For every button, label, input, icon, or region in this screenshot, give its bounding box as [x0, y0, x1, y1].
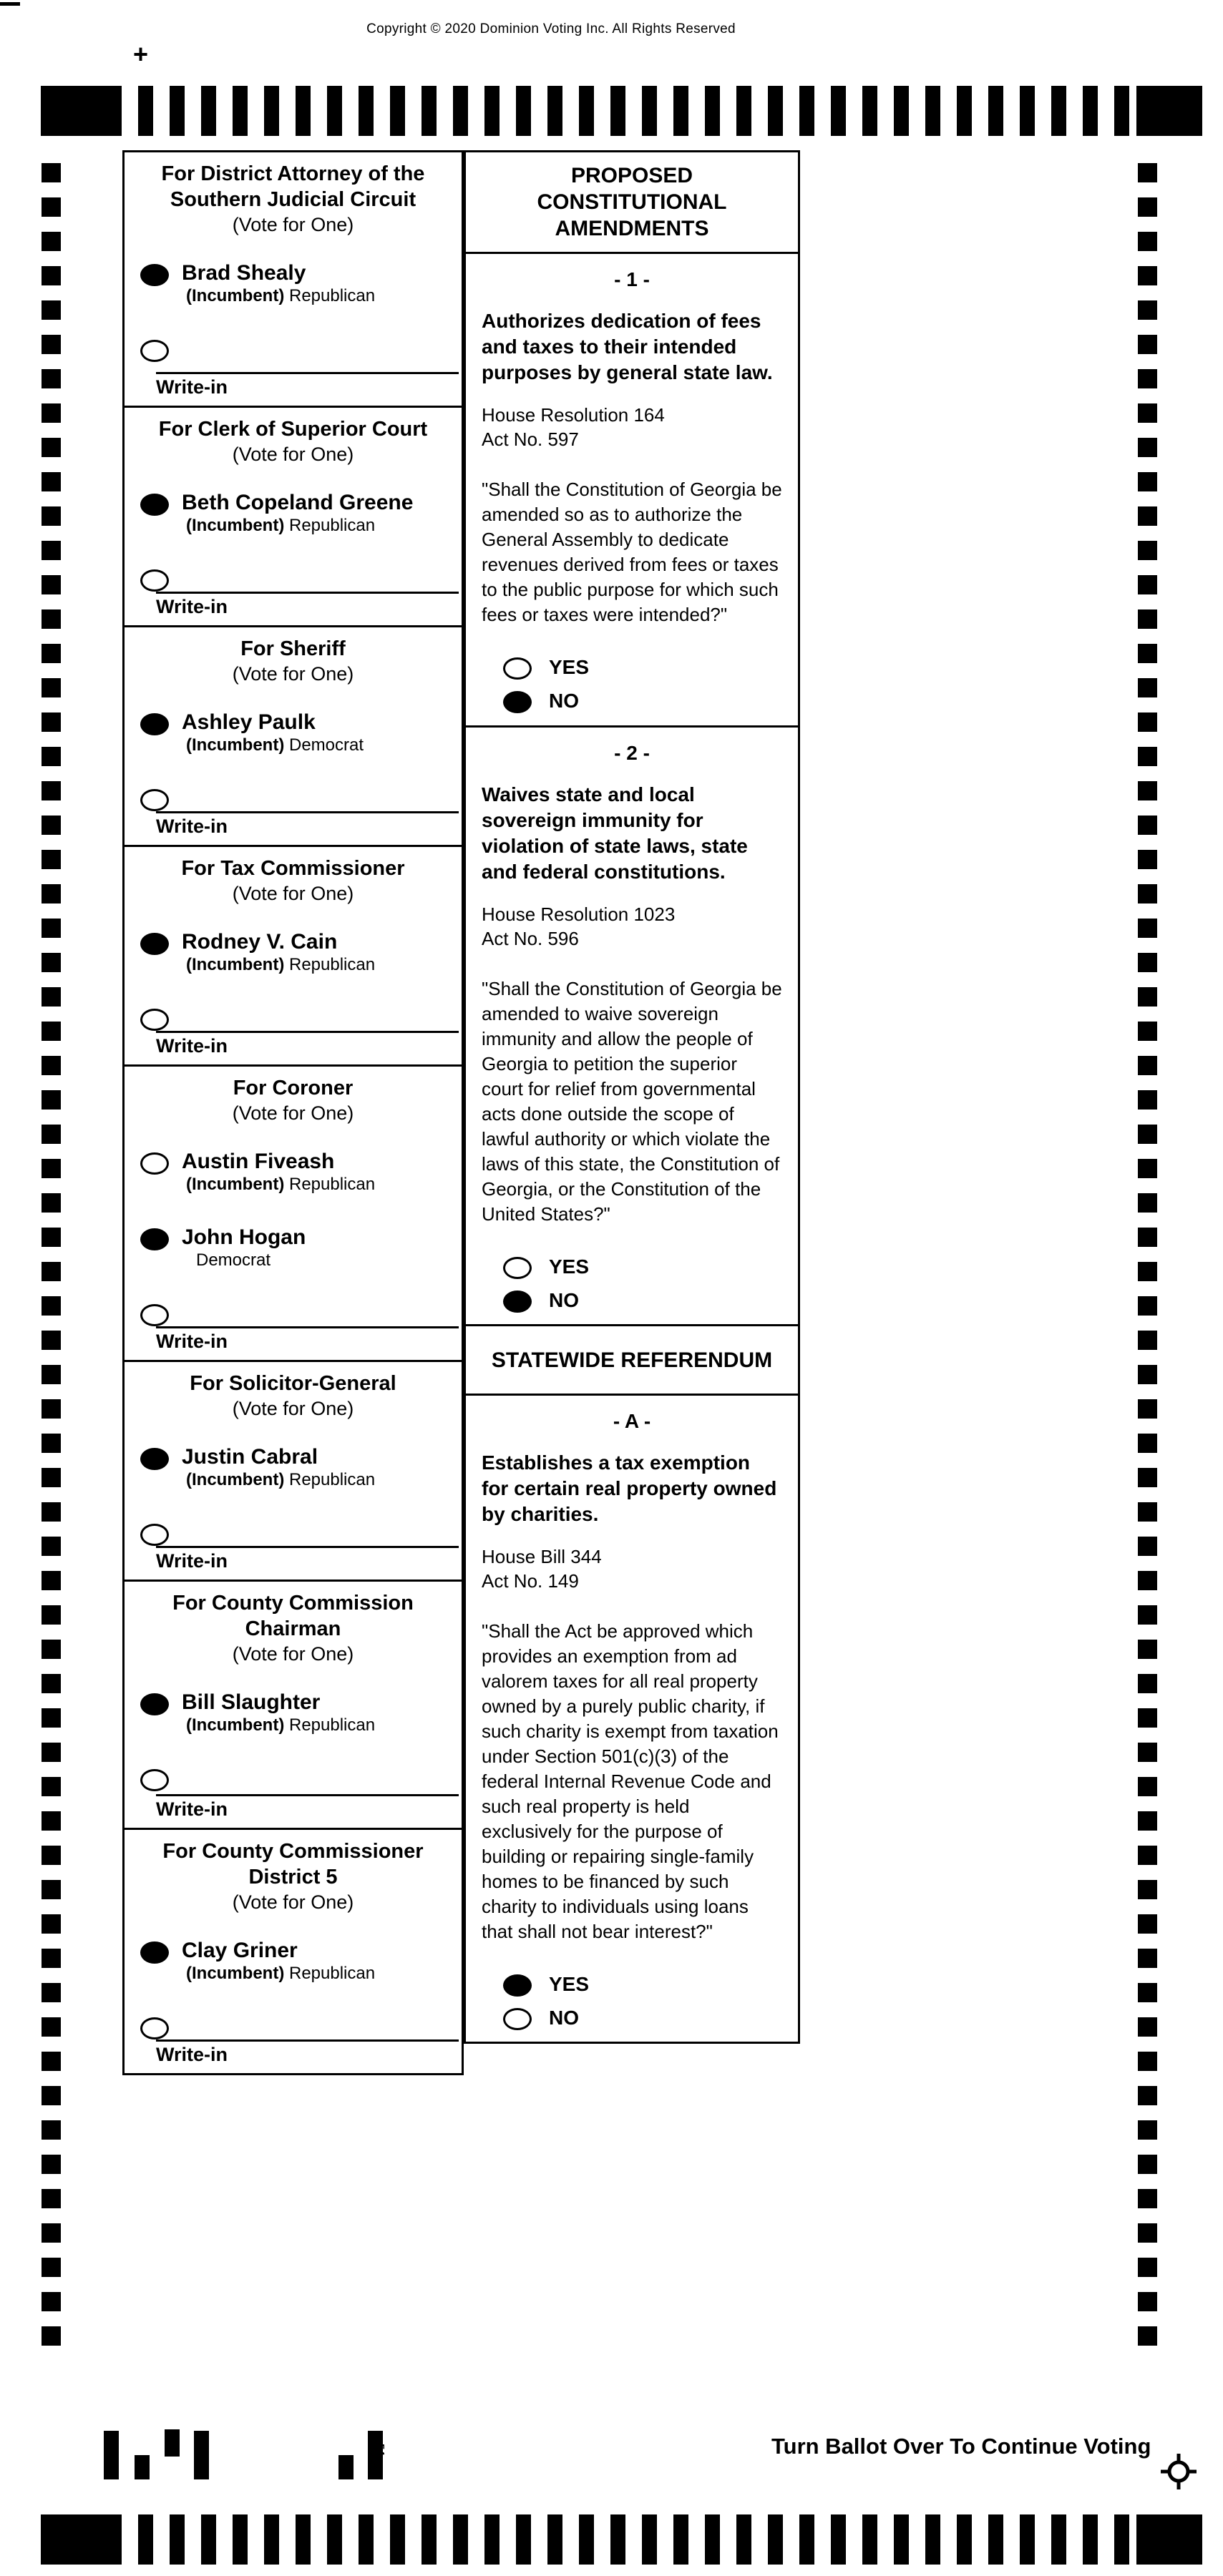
- timing-block-top-right: [1136, 86, 1202, 136]
- contest-title: For Solicitor-General: [190, 1372, 396, 1395]
- contest-title: For District Attorney of the Southern Judicial Circuit: [161, 162, 425, 211]
- copyright-text: Copyright © 2020 Dominion Voting Inc. All Rights Reserved: [366, 21, 736, 36]
- measure-authority-1: House Resolution 1023: [482, 903, 676, 925]
- candidate-party: Republican: [289, 955, 376, 974]
- candidate-party: Republican: [289, 286, 376, 305]
- vote-bubble[interactable]: [140, 933, 169, 955]
- vote-for-one-label: (Vote for One): [232, 1891, 354, 1913]
- candidate-name: Austin Fiveash: [182, 1150, 335, 1173]
- write-in-line: [156, 1326, 459, 1328]
- write-in-bubble[interactable]: [140, 2017, 169, 2039]
- write-in-label: Write-in: [156, 1798, 228, 1820]
- candidate-name: Clay Griner: [182, 1939, 298, 1962]
- contest-clerk-superior-court: [122, 406, 464, 627]
- write-in-label: Write-in: [156, 816, 228, 837]
- candidate-option: [125, 1690, 462, 1736]
- write-in-line: [156, 1546, 459, 1548]
- referendum-a: [464, 1394, 800, 2044]
- no-bubble[interactable]: [503, 1291, 532, 1313]
- candidate-qualifier: (Incumbent): [186, 735, 285, 755]
- write-in-label: Write-in: [156, 1331, 228, 1352]
- timing-marks-left: [42, 163, 61, 2361]
- contest-solicitor-general: [122, 1360, 464, 1582]
- write-in-bubble[interactable]: [140, 1769, 169, 1791]
- write-in-area[interactable]: [125, 1546, 462, 1580]
- measure-authority-2: Act No. 149: [482, 1570, 579, 1592]
- contest-title: For County Commissioner District 5: [162, 1840, 424, 1889]
- vote-bubble[interactable]: [140, 1693, 169, 1715]
- vote-bubble[interactable]: [140, 264, 169, 286]
- measure-number: - A -: [613, 1410, 651, 1432]
- vote-for-one-label: (Vote for One): [232, 883, 354, 904]
- write-in-label: Write-in: [156, 2044, 228, 2065]
- yes-label: YES: [549, 1972, 590, 1995]
- write-in-line: [156, 1031, 459, 1033]
- write-in-line: [156, 372, 459, 374]
- vote-for-one-label: (Vote for One): [232, 1398, 354, 1419]
- contest-district-attorney: [122, 150, 464, 408]
- candidate-party: Republican: [289, 516, 376, 535]
- write-in-option: [125, 1766, 462, 1791]
- candidate-option: [125, 710, 462, 756]
- no-label: NO: [549, 2006, 579, 2029]
- yes-bubble[interactable]: [503, 657, 532, 680]
- candidate-qualifier: (Incumbent): [186, 1715, 285, 1735]
- candidate-option: [125, 1225, 462, 1271]
- no-label: NO: [549, 689, 579, 712]
- yes-option: [503, 655, 782, 680]
- write-in-area[interactable]: [125, 592, 462, 625]
- crosshair-icon: [1159, 2452, 1198, 2494]
- candidate-name: Ashley Paulk: [182, 710, 316, 734]
- timing-block-top-left: [41, 86, 122, 136]
- barcode-bar: [165, 2429, 180, 2457]
- candidate-party: Republican: [289, 1715, 376, 1735]
- contest-county-commission-chairman: [122, 1580, 464, 1830]
- candidate-party: Democrat: [196, 1250, 271, 1270]
- candidate-option: [125, 1939, 462, 1984]
- candidate-qualifier: (Incumbent): [186, 955, 285, 974]
- write-in-bubble[interactable]: [140, 569, 169, 592]
- measure-number: - 2 -: [614, 742, 650, 764]
- vote-bubble[interactable]: [140, 1228, 169, 1250]
- write-in-option: [125, 567, 462, 592]
- measure-summary: Authorizes dedication of fees and taxes to their intended purposes by general state law.: [482, 310, 773, 383]
- contest-tax-commissioner: [122, 845, 464, 1067]
- write-in-option: [125, 2014, 462, 2039]
- no-bubble[interactable]: [503, 691, 532, 713]
- write-in-label: Write-in: [156, 596, 228, 617]
- candidate-qualifier: (Incumbent): [186, 516, 285, 535]
- write-in-line: [156, 2039, 459, 2042]
- candidate-option: [125, 491, 462, 537]
- candidate-qualifier: (Incumbent): [186, 286, 285, 305]
- candidate-party: Republican: [289, 1175, 376, 1194]
- vote-bubble[interactable]: [140, 1448, 169, 1470]
- contest-title: For Clerk of Superior Court: [158, 418, 428, 441]
- timing-block-bottom-right: [1136, 2514, 1202, 2565]
- measure-question: "Shall the Act be approved which provides an exemption from ad valorem taxes for all real property owned by a purely public charity, if such charity is exempt from taxation under Section 501(c)(3) of the federal Internal Revenue Code and such real property is held exclusively for the purpose of building or repairing single-family homes to be financed by such charity to individuals using loans that shall not bear interest?": [482, 1620, 779, 1942]
- write-in-label: Write-in: [156, 376, 228, 398]
- candidate-qualifier: (Incumbent): [186, 1175, 285, 1194]
- candidate-name: Bill Slaughter: [182, 1690, 321, 1714]
- write-in-bubble[interactable]: [140, 1304, 169, 1326]
- no-option: [503, 2005, 782, 2030]
- candidate-option: [125, 1150, 462, 1195]
- measure-authority-1: House Resolution 164: [482, 404, 665, 426]
- yes-label: YES: [549, 1255, 590, 1278]
- write-in-line: [156, 592, 459, 594]
- amendments-header-text: PROPOSED CONSTITUTIONAL AMENDMENTS: [537, 164, 727, 240]
- contest-county-commissioner-district-5: [122, 1828, 464, 2075]
- measure-summary: Establishes a tax exemption for certain real property owned by charities.: [482, 1451, 777, 1525]
- measure-authority-1: House Bill 344: [482, 1546, 602, 1567]
- write-in-label: Write-in: [156, 1550, 228, 1572]
- vote-for-one-label: (Vote for One): [232, 663, 354, 685]
- write-in-option: [125, 1521, 462, 1546]
- candidate-party: Republican: [289, 1470, 376, 1489]
- timing-block-bottom-left: [41, 2514, 122, 2565]
- vote-bubble[interactable]: [140, 494, 169, 516]
- no-option: [503, 688, 782, 713]
- write-in-line: [156, 1794, 459, 1796]
- measure-authority-2: Act No. 597: [482, 428, 579, 450]
- contest-title: For Coroner: [233, 1077, 354, 1100]
- write-in-option: [125, 337, 462, 362]
- vote-for-one-label: (Vote for One): [232, 444, 354, 465]
- write-in-area[interactable]: [125, 1794, 462, 1828]
- vote-for-one-label: (Vote for One): [232, 1643, 354, 1665]
- amendment-1: [464, 252, 800, 728]
- candidate-name: Brad Shealy: [182, 261, 306, 285]
- contest-title: For County Commission Chairman: [172, 1592, 414, 1640]
- vote-bubble[interactable]: [140, 1152, 169, 1175]
- no-bubble[interactable]: [503, 2008, 532, 2030]
- candidate-name: Beth Copeland Greene: [182, 491, 414, 514]
- vote-for-one-label: (Vote for One): [232, 214, 354, 235]
- yes-option: [503, 1254, 782, 1279]
- candidate-option: [125, 1445, 462, 1491]
- yes-label: YES: [549, 655, 590, 678]
- timing-marks-right: [1138, 163, 1157, 2361]
- measure-summary: Waives state and local sovereign immunity for violation of state laws, state and federal constitutions.: [482, 783, 748, 883]
- amendments-header: [464, 150, 800, 254]
- contest-title: For Tax Commissioner: [181, 857, 405, 880]
- contest-coroner: [122, 1064, 464, 1362]
- timing-marks-bottom: [138, 2514, 1129, 2565]
- yes-bubble[interactable]: [503, 1974, 532, 1997]
- candidate-qualifier: (Incumbent): [186, 1470, 285, 1489]
- write-in-label: Write-in: [156, 1035, 228, 1057]
- candidate-party: Republican: [289, 1964, 376, 1983]
- write-in-area[interactable]: [125, 372, 462, 406]
- timing-marks-top: [138, 86, 1129, 136]
- candidate-party: Democrat: [289, 735, 364, 755]
- contest-column: [122, 150, 464, 2075]
- referendum-header: [464, 1324, 800, 1396]
- measure-number: - 1 -: [614, 268, 650, 290]
- contest-title: For Sheriff: [240, 637, 346, 660]
- barcode-bar: [135, 2455, 150, 2479]
- write-in-option: [125, 786, 462, 811]
- stub-number: 54: [374, 2444, 386, 2456]
- write-in-bubble[interactable]: [140, 789, 169, 811]
- measure-question: "Shall the Constitution of Georgia be amended so as to authorize the General Assembly to dedicate revenues derived from fees or taxes to the public purpose for which such fees or taxes were intended?": [482, 479, 782, 625]
- registration-plus-icon: +: [133, 39, 149, 69]
- vote-bubble[interactable]: [140, 713, 169, 735]
- write-in-bubble[interactable]: [140, 1524, 169, 1546]
- candidate-option: [125, 930, 462, 976]
- yes-bubble[interactable]: [503, 1257, 532, 1279]
- write-in-option: [125, 1301, 462, 1326]
- write-in-area[interactable]: [125, 2039, 462, 2073]
- measure-authority-2: Act No. 596: [482, 928, 579, 949]
- yes-option: [503, 1972, 782, 1997]
- barcode-bar: [194, 2431, 209, 2479]
- vote-bubble[interactable]: [140, 1941, 169, 1964]
- write-in-bubble[interactable]: [140, 1009, 169, 1031]
- candidate-qualifier: (Incumbent): [186, 1964, 285, 1983]
- no-option: [503, 1288, 782, 1313]
- candidate-name: John Hogan: [182, 1225, 306, 1249]
- amendment-2: [464, 725, 800, 1326]
- measure-question: "Shall the Constitution of Georgia be amended to waive sovereign immunity and allow the people of Georgia to petition the superior court for relief from governmental acts done outside the scope of lawful authority or which violate the laws of this state, the Constitution of Georgia, or the Constitution of the United States?": [482, 978, 782, 1225]
- candidate-name: Rodney V. Cain: [182, 930, 338, 954]
- vote-for-one-label: (Vote for One): [232, 1102, 354, 1124]
- write-in-line: [156, 811, 459, 813]
- write-in-area[interactable]: [125, 1031, 462, 1064]
- barcode-bar: [338, 2455, 354, 2479]
- contest-sheriff: [122, 625, 464, 847]
- referendum-header-text: STATEWIDE REFERENDUM: [491, 1348, 773, 1372]
- candidate-name: Justin Cabral: [182, 1445, 318, 1469]
- write-in-area[interactable]: [125, 1326, 462, 1360]
- corner-registration-dash: [0, 2, 20, 6]
- barcode-bar: [104, 2431, 119, 2479]
- write-in-option: [125, 1006, 462, 1031]
- write-in-area[interactable]: [125, 811, 462, 845]
- measures-column: [464, 150, 800, 2044]
- turn-ballot-over-text: Turn Ballot Over To Continue Voting: [771, 2434, 1151, 2459]
- no-label: NO: [549, 1288, 579, 1311]
- write-in-bubble[interactable]: [140, 340, 169, 362]
- candidate-option: [125, 261, 462, 307]
